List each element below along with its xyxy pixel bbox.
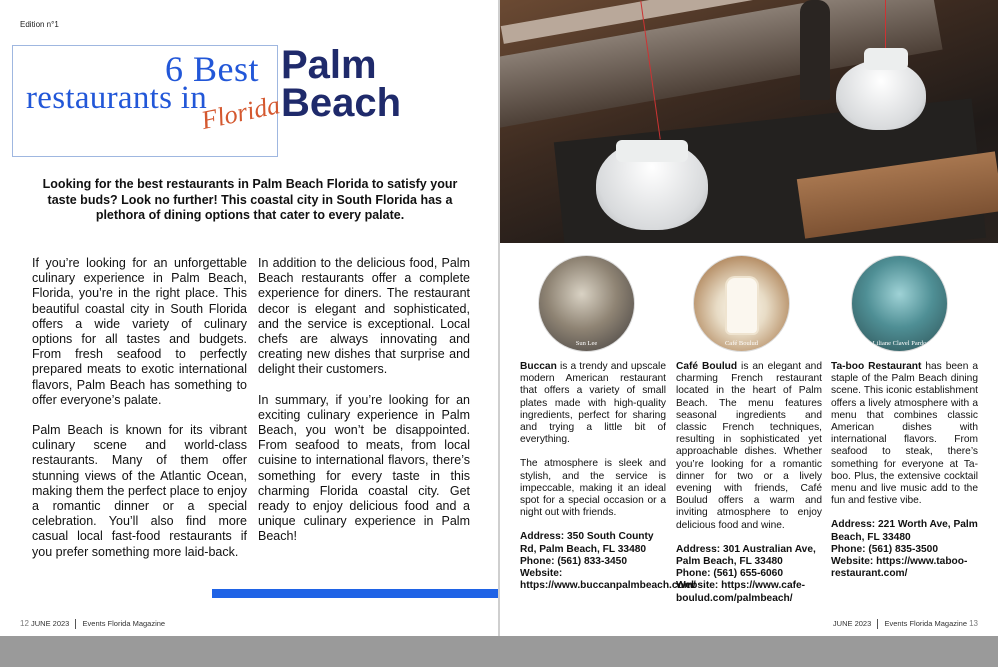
- restaurant-website: Website: https://www.cafe-boulud.com/palmbeach/: [676, 580, 806, 604]
- title-line-2: restaurants in: [26, 80, 208, 116]
- restaurant-column-buccan: [520, 361, 696, 592]
- restaurant-name: Buccan: [520, 361, 557, 372]
- footer-magazine: Events Florida Magazine: [82, 619, 166, 628]
- footer-right: [833, 619, 978, 629]
- restaurant-phone: Phone: (561) 655-6060: [676, 568, 784, 580]
- title-palm: Palm: [281, 43, 377, 87]
- page-number: 12: [20, 619, 29, 628]
- left-page: [0, 0, 498, 636]
- intro-paragraph: Looking for the best restaurants in Palm Beach Florida to satisfy your taste buds? Look no further! This coastal city in South Florida has a plethora of dining options that cater to every palate.: [42, 177, 458, 222]
- restaurant-description: Ta-boo Restaurant has been a staple of the Palm Beach dining scene. This iconic establishment offers a lively atmosphere with a menu that combines classic American dishes with international flavors. From seafood to steak, there’s something for everyone at Ta-boo. Plus, the extensive cocktail menu and live music add to the fun and festive vibe.: [831, 361, 978, 507]
- page-number: 13: [969, 619, 978, 628]
- footer-date: JUNE 2023: [832, 619, 872, 628]
- restaurant-name: Café Boulud: [676, 361, 738, 372]
- title-script-florida: Florida: [198, 90, 283, 136]
- article-column-2: [258, 256, 470, 560]
- restaurant-name: Ta-boo Restaurant: [831, 361, 922, 372]
- paragraph: If you’re looking for an unforgettable culinary experience in Palm Beach, Florida, you’re in the right place. This beautiful coastal city in South Florida offers a wide variety of culinary options for all tastes and budgets. From fresh seafood to perfectly prepared meats to exotic international flavors, Palm Beach has something to offer everyone’s palate.: [32, 256, 247, 407]
- footer-divider: [75, 619, 76, 629]
- footer-left: [20, 619, 165, 629]
- restaurant-description: Buccan is a trendy and upscale modern American restaurant that offers a variety of small plates made with high-quality ingredients, perfect for sharing and trying a little bit of everything.: [520, 361, 666, 446]
- restaurant-description: Café Boulud is an elegant and charming French restaurant located in the heart of Palm Beach. The menu features seasonal ingredients and classic French techniques, resulting in sophisticated yet approachable dishes. Whether you’re looking for a romantic dinner for two or a lively evening with friends, Café Boulud offers a warm and inviting atmosphere to enjoy delicious food and wine.: [676, 361, 822, 531]
- title-beach: Beach: [281, 81, 402, 125]
- restaurant-website: Website: https://www.taboo-restaurant.com/: [831, 556, 968, 580]
- restaurant-address: Address: 221 Worth Ave, Palm Beach, FL 33480: [831, 519, 978, 543]
- restaurant-column-cafe-boulud: [676, 361, 822, 605]
- restaurant-photo-buccan: [538, 255, 635, 352]
- footer-magazine: Events Florida Magazine: [884, 619, 967, 628]
- article-column-1: [32, 256, 247, 575]
- edition-label: Edition n°1: [20, 20, 59, 29]
- restaurant-column-taboo: [831, 361, 978, 580]
- restaurant-website: Website: https://www.buccanpalmbeach.com/: [520, 568, 696, 592]
- photo-credit: Café Boulud: [724, 340, 759, 347]
- accent-bar: [212, 589, 498, 598]
- pendant-lamp: [836, 60, 926, 130]
- restaurant-phone: Phone: (561) 833-3450: [520, 555, 628, 567]
- footer-date: JUNE 2023: [31, 619, 70, 628]
- title-line-1: 6 Best: [165, 49, 260, 89]
- restaurant-contact: [831, 519, 978, 580]
- restaurant-description-2: The atmosphere is sleek and stylish, and the service is impeccable, making it an ideal spot for a special occasion or a night out with friends.: [520, 458, 666, 519]
- paragraph: Palm Beach is known for its vibrant culinary scene and world-class restaurants. Many of them offer stunning views of the Atlantic Ocean, making them the perfect place to enjoy a romantic dinner or a special celebration. You’ll also find more casual local fast-food restaurants if you prefer something more laid-back.: [32, 423, 247, 559]
- restaurant-phone: Phone: (561) 835-3500: [831, 543, 939, 555]
- restaurant-hero-photo: [500, 0, 998, 243]
- photo-credit: Sun Lee: [575, 340, 598, 347]
- restaurant-contact: [520, 531, 696, 592]
- paragraph: In addition to the delicious food, Palm Beach restaurants offer a complete experience for diners. The restaurant decor is elegant and sophisticated, and the service is exceptional. Local chefs are always innovating and creating new dishes that surprise and delight their customers.: [258, 256, 470, 377]
- photo-credit: Liliane Clavel Pardo: [872, 340, 927, 347]
- paragraph: In summary, if you’re looking for an exciting culinary experience in Palm Beach, you won’t be disappointed. From seafood to meats, from local cuisine to international flavors, there’s something for every taste in this charming Florida coastal city. Get ready to enjoy delicious food and a unique culinary experience in Palm Beach!: [258, 392, 470, 544]
- right-page: [500, 0, 998, 636]
- viewer-background: [0, 636, 998, 667]
- footer-divider: [877, 619, 878, 629]
- restaurant-contact: [676, 544, 822, 605]
- restaurant-address: Address: 301 Australian Ave, Palm Beach, FL 33480: [676, 543, 816, 568]
- restaurant-photo-taboo: [851, 255, 948, 352]
- restaurant-address: Address: 350 South County Rd, Palm Beach, FL 33480: [520, 531, 654, 555]
- restaurant-photo-cafe-boulud: [693, 255, 790, 352]
